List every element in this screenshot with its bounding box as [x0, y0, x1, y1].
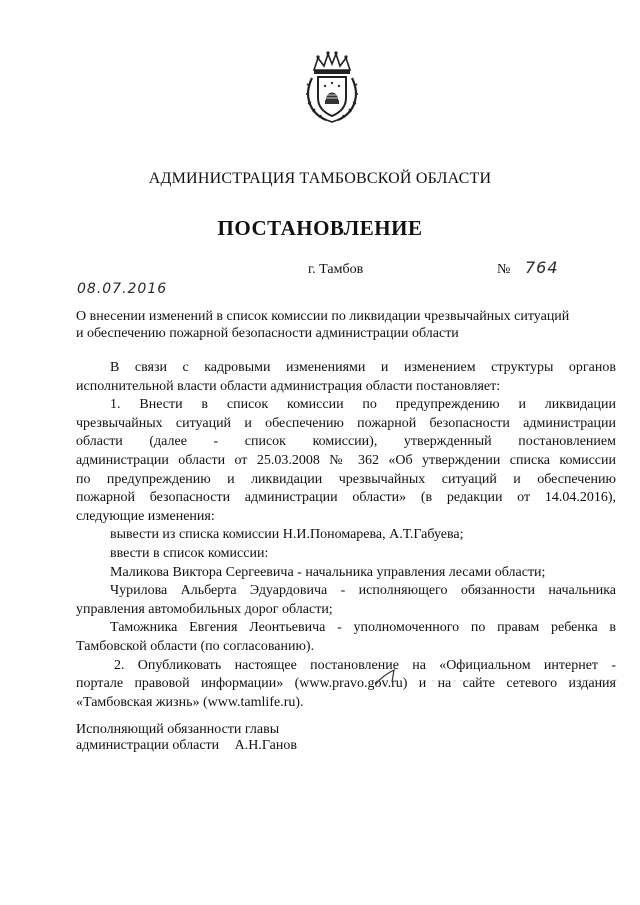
signatory-position: администрации области — [76, 738, 220, 753]
body-line: Маликова Виктора Сергеевича - начальника управления лесами области; — [110, 564, 546, 580]
body-line: ввести в список комиссии: — [110, 545, 269, 561]
body-line: портале правовой информации» (www.pravo.gov.ru) и на сайте сетевого издания — [76, 676, 616, 692]
body-line: Чурилова Альберта Эдуардовича - исполняющего обязанности начальника — [110, 583, 616, 599]
body-line: Таможника Евгения Леонтьевича - уполномоченного по правам ребенка в — [110, 620, 616, 636]
body-line: 1. Внести в список комиссии по предупреждению и ликвидации — [110, 397, 616, 413]
body-line: исполнительной власти области администрация области постановляет: — [76, 378, 501, 394]
body-line: следующие изменения: — [76, 508, 215, 524]
coat-of-arms-icon — [306, 50, 358, 124]
body-line: 2. Опубликовать настоящее постановление на «Официальном интернет - — [114, 657, 616, 673]
body-line: области (далее - список комиссии), утвержденный постановлением — [76, 434, 616, 450]
document-date: 08.07.2016 — [77, 281, 168, 297]
signatory-name: А.Н.Ганов — [234, 738, 297, 753]
body-line: пожарной безопасности администрации области» (в редакции от 14.04.2016), — [76, 490, 616, 506]
subject-line: О внесении изменений в список комиссии по ликвидации чрезвычайных ситуаций — [76, 309, 570, 324]
body-line: управления автомобильных дорог области; — [76, 601, 333, 617]
body-line: В связи с кадровыми изменениями и изменением структуры органов — [110, 360, 616, 375]
body-line: Тамбовской области (по согласованию). — [76, 638, 315, 654]
body-line: по предупреждению и ликвидации чрезвычайных ситуаций и обеспечению — [76, 471, 616, 487]
city: г. Тамбов — [308, 262, 364, 277]
body-line: администрации области от 25.03.2008 № 362 «Об утверждении списка комиссии — [76, 452, 616, 468]
body-line: чрезвычайных ситуаций и обеспечению пожарной безопасности администрации — [76, 415, 616, 431]
subject-line: и обеспечению пожарной безопасности администрации области — [76, 326, 459, 341]
document-number: 764 — [525, 258, 559, 277]
signature-block — [76, 722, 297, 754]
document-body — [76, 359, 616, 712]
document-subject — [76, 308, 612, 342]
document-type-title: ПОСТАНОВЛЕНИЕ — [217, 216, 423, 240]
number-label: № — [497, 262, 511, 277]
body-line: «Тамбовская жизнь» (www.tamlife.ru). — [76, 694, 304, 710]
signatory-position: Исполняющий обязанности главы — [76, 722, 280, 737]
body-line: вывести из списка комиссии Н.И.Пономарева, А.Т.Габуева; — [110, 527, 464, 543]
signature-mark — [372, 666, 622, 688]
organization-title: АДМИНИСТРАЦИЯ ТАМБОВСКОЙ ОБЛАСТИ — [148, 170, 492, 187]
